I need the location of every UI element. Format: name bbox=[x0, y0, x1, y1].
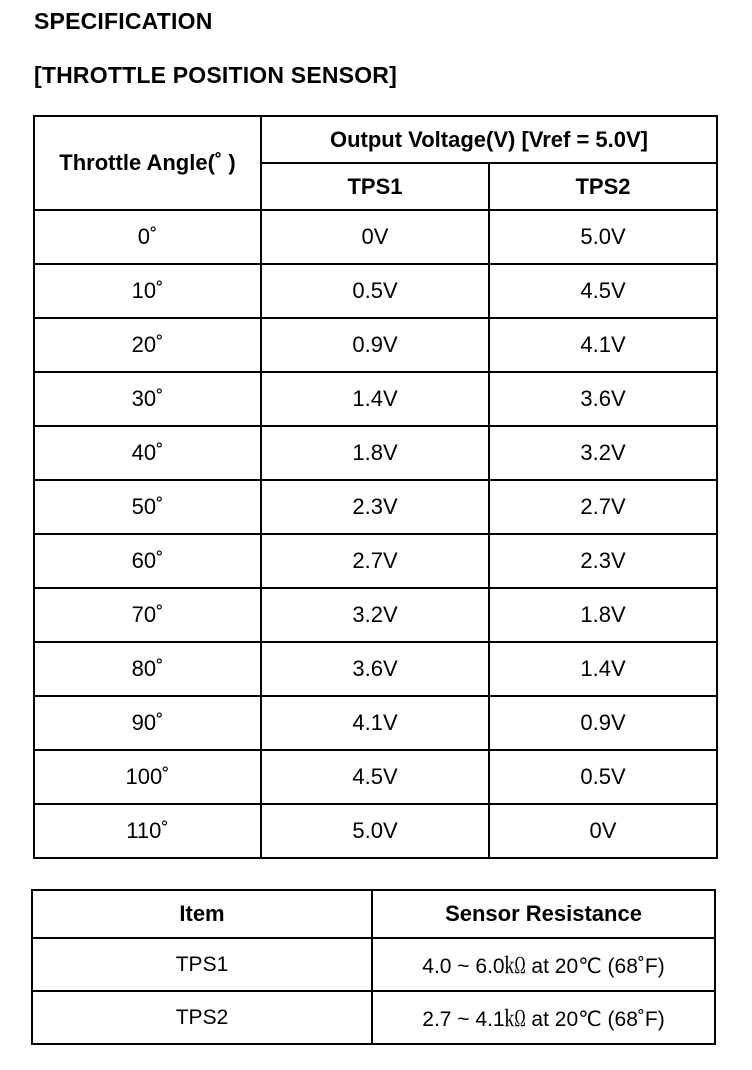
table-row bbox=[34, 750, 717, 804]
table-row bbox=[34, 534, 717, 588]
resistance-value-cell: 2.7 ~ 4.1㏀ at 20℃ (68˚F) bbox=[372, 991, 715, 1044]
tps2-voltage-cell: 4.5V bbox=[489, 264, 717, 318]
tps1-voltage-cell: 0.9V bbox=[261, 318, 489, 372]
sensor-resistance-table bbox=[31, 889, 716, 1045]
tps2-voltage-cell: 2.7V bbox=[489, 480, 717, 534]
tps1-voltage-cell: 3.2V bbox=[261, 588, 489, 642]
throttle-angle-cell: 90˚ bbox=[34, 696, 261, 750]
tps2-voltage-cell: 5.0V bbox=[489, 210, 717, 264]
table-row bbox=[32, 991, 715, 1044]
throttle-angle-cell: 80˚ bbox=[34, 642, 261, 696]
throttle-angle-cell: 40˚ bbox=[34, 426, 261, 480]
table-row bbox=[34, 264, 717, 318]
table-row bbox=[34, 426, 717, 480]
tps2-voltage-cell: 0.5V bbox=[489, 750, 717, 804]
table-row bbox=[34, 480, 717, 534]
tps1-voltage-cell: 4.1V bbox=[261, 696, 489, 750]
resistance-item-cell: TPS2 bbox=[32, 991, 372, 1044]
table-row bbox=[34, 372, 717, 426]
tps1-voltage-cell: 0.5V bbox=[261, 264, 489, 318]
tps1-voltage-cell: 1.4V bbox=[261, 372, 489, 426]
page-title: SPECIFICATION bbox=[34, 8, 213, 34]
header-tps1: TPS1 bbox=[261, 163, 489, 210]
throttle-angle-cell: 50˚ bbox=[34, 480, 261, 534]
tps2-voltage-cell: 4.1V bbox=[489, 318, 717, 372]
header-tps2: TPS2 bbox=[489, 163, 717, 210]
throttle-angle-cell: 70˚ bbox=[34, 588, 261, 642]
tps1-voltage-cell: 4.5V bbox=[261, 750, 489, 804]
table-row bbox=[32, 938, 715, 991]
tps-voltage-table bbox=[33, 115, 718, 859]
throttle-angle-cell: 60˚ bbox=[34, 534, 261, 588]
tps2-voltage-cell: 2.3V bbox=[489, 534, 717, 588]
tps1-voltage-cell: 0V bbox=[261, 210, 489, 264]
tps2-voltage-cell: 0V bbox=[489, 804, 717, 858]
tps1-voltage-cell: 1.8V bbox=[261, 426, 489, 480]
throttle-angle-cell: 10˚ bbox=[34, 264, 261, 318]
throttle-angle-cell: 20˚ bbox=[34, 318, 261, 372]
table-row bbox=[34, 804, 717, 858]
tps2-voltage-cell: 1.4V bbox=[489, 642, 717, 696]
header-sensor-resistance: Sensor Resistance bbox=[372, 890, 715, 938]
table-row bbox=[34, 696, 717, 750]
tps1-voltage-cell: 5.0V bbox=[261, 804, 489, 858]
tps2-voltage-cell: 1.8V bbox=[489, 588, 717, 642]
table-row bbox=[34, 318, 717, 372]
tps1-voltage-cell: 2.3V bbox=[261, 480, 489, 534]
section-title: [THROTTLE POSITION SENSOR] bbox=[34, 62, 397, 88]
throttle-angle-cell: 110˚ bbox=[34, 804, 261, 858]
tps2-voltage-cell: 0.9V bbox=[489, 696, 717, 750]
throttle-angle-cell: 30˚ bbox=[34, 372, 261, 426]
resistance-item-cell: TPS1 bbox=[32, 938, 372, 991]
tps1-voltage-cell: 2.7V bbox=[261, 534, 489, 588]
table-row bbox=[34, 588, 717, 642]
tps1-voltage-cell: 3.6V bbox=[261, 642, 489, 696]
table-row bbox=[34, 210, 717, 264]
resistance-value-cell: 4.0 ~ 6.0㏀ at 20℃ (68˚F) bbox=[372, 938, 715, 991]
header-item: Item bbox=[32, 890, 372, 938]
throttle-angle-cell: 100˚ bbox=[34, 750, 261, 804]
tps2-voltage-cell: 3.2V bbox=[489, 426, 717, 480]
tps2-voltage-cell: 3.6V bbox=[489, 372, 717, 426]
header-throttle-angle: Throttle Angle(˚ ) bbox=[34, 116, 261, 210]
throttle-angle-cell: 0˚ bbox=[34, 210, 261, 264]
tps-table-body bbox=[34, 210, 717, 858]
header-output-voltage: Output Voltage(V) [Vref = 5.0V] bbox=[261, 116, 717, 163]
table-row bbox=[34, 642, 717, 696]
